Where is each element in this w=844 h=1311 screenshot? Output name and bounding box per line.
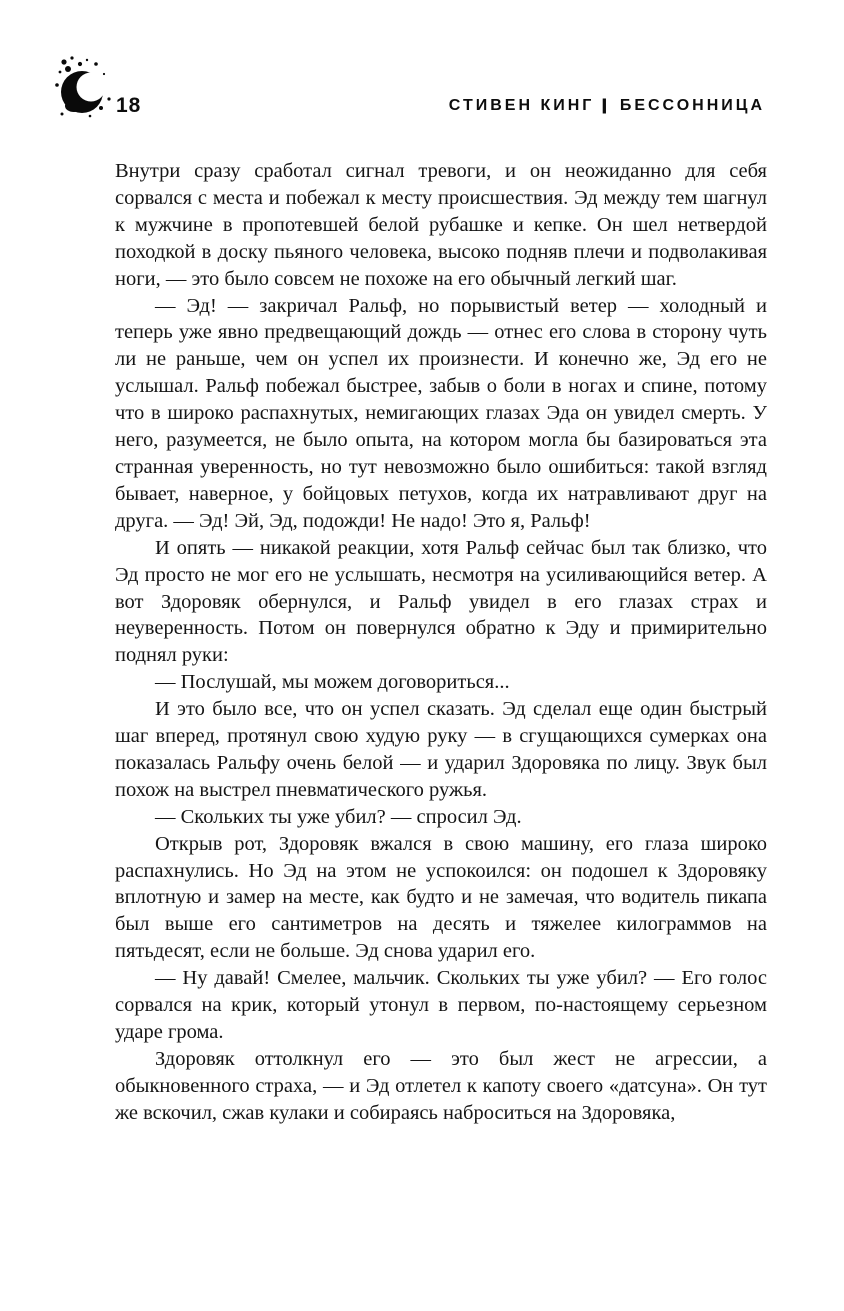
paragraph: Здоровяк оттолкнул его — это был жест не агрессии, а обыкновенного страха, — и Эд отлетел к капоту своего «датсуна». Он тут же вскочил, сжав кулаки и собираясь наброситься на Здоровяка, xyxy=(115,1047,767,1124)
author-name: СТИВЕН КИНГ xyxy=(448,97,595,114)
body-text xyxy=(115,158,767,1127)
paragraph: И это было все, что он успел сказать. Эд сделал еще один быстрый шаг вперед, протянул свою худую руку — в сгущающихся сумерках она показалась Ральфу очень белой — и ударил Здоровяка по лицу. Звук был похож на выстрел пневматического ружья. xyxy=(115,698,767,801)
book-title: БЕССОННИЦА xyxy=(619,97,765,114)
page-header xyxy=(0,0,844,130)
paragraph: — Ну давай! Смелее, мальчик. Скольких ты уже убил? — Его голос сорвался на крик, который утонул в первом, по-настоящему серьезном ударе грома. xyxy=(115,967,767,1043)
header-separator: | xyxy=(601,97,614,114)
ink-splat-icon xyxy=(54,52,120,127)
paragraph: — Послушай, мы можем договориться... xyxy=(155,671,510,694)
running-head xyxy=(449,97,765,115)
paragraph: Открыв рот, Здоровяк вжался в свою машину, его глаза широко распахнулись. Но Эд на этом не успокоился: он подошел к Здоровяку вплотную и замер на месте, как будто и не замечая, что водитель пикапа был выше его сантиметров на десять и тяжелее килограммов на пятьдесят, если не больше. Эд снова ударил его. xyxy=(115,832,767,963)
paragraph: Внутри сразу сработал сигнал тревоги, и он неожиданно для себя сорвался с места и побежал к месту происшествия. Эд между тем шагнул к мужчине в пропотевшей белой рубашке и кепке. Он шел нетвердой походкой в доску пьяного человека, высоко подняв плечи и подволакивая ноги, — это было совсем не похоже на его обычный легкий шаг. xyxy=(115,160,767,290)
paragraph: — Эд! — закричал Ральф, но порывистый ветер — холодный и теперь уже явно предвещающий дождь — отнес его слова в сторону чуть ли не раньше, чем он успел их произнести. И конечно же, Эд его не услышал. Ральф побежал быстрее, забыв о боли в ногах и спине, потому что в широко распахнутых, немигающих глазах Эда он увидел смерть. У него, разумеется, не было опыта, на котором могла бы базироваться эта странная уверенность, но тут невозможно было ошибиться: такой взгляд бывает, наверное, у бойцовых петухов, когда их натравливают друг на друга. — Эд! Эй, Эд, подожди! Не надо! Это я, Ральф! xyxy=(115,294,767,532)
paragraph: — Скольких ты уже убил? — спросил Эд. xyxy=(155,805,522,828)
paragraph: И опять — никакой реакции, хотя Ральф сейчас был так близко, что Эд просто не мог его не услышать, несмотря на усиливающийся ветер. А вот Здоровяк обернулся, и Ральф увидел в его глазах страх и неуверенность. Потом он повернулся обратно к Эду и примирительно поднял руки: xyxy=(115,536,767,667)
page-number: 18 xyxy=(116,94,142,117)
